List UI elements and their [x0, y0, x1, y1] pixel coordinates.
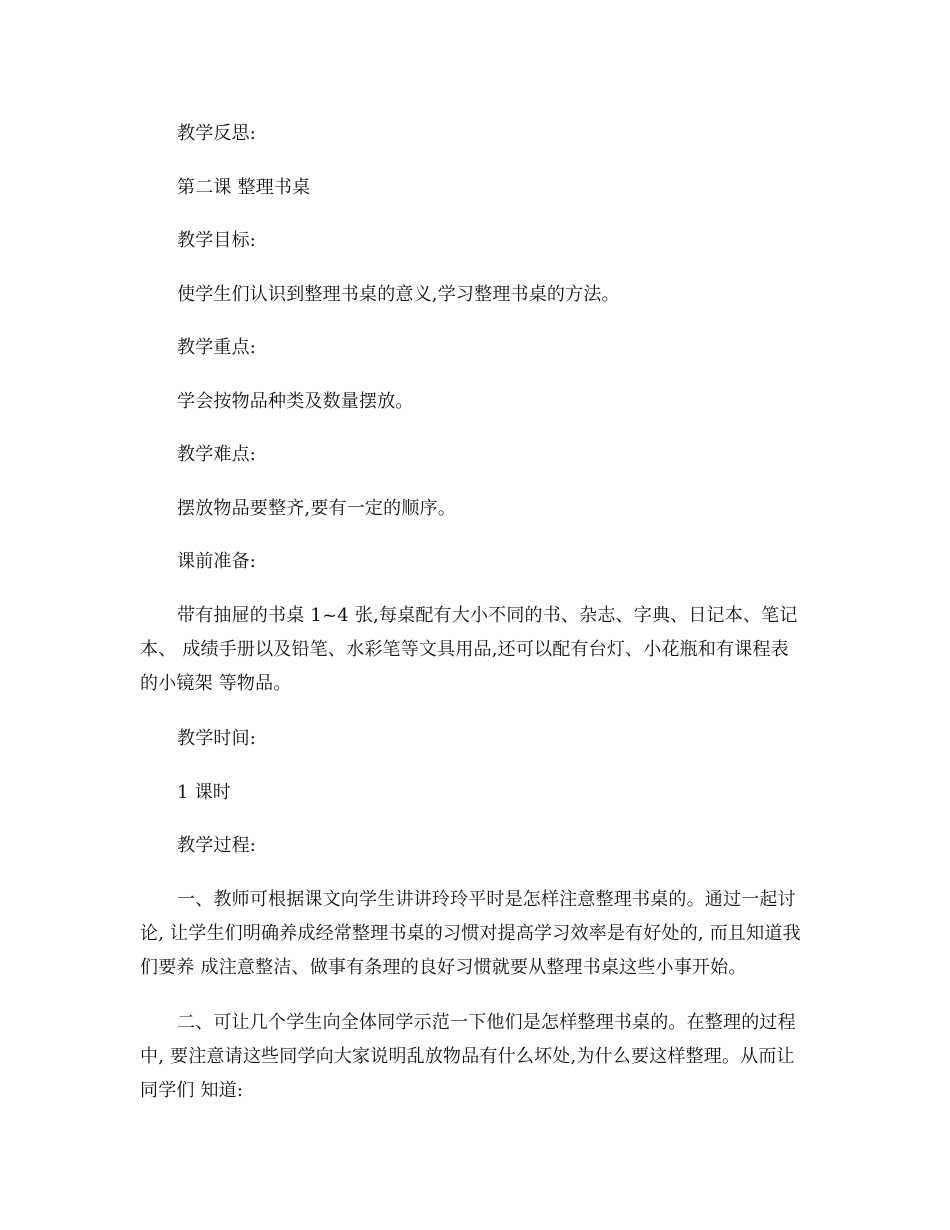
step-2-line: 二、可让几个学生向全体同学示范一下他们是怎样整理书桌的。在整理的过程: [177, 1012, 796, 1033]
teaching-time-text: 1 课时: [177, 782, 231, 803]
key-points-text: 学会按物品种类及数量摆放。: [177, 391, 414, 412]
step-1-line: 们要养 成注意整洁、做事有条理的良好习惯就要从整理书桌这些小事开始。: [140, 957, 747, 978]
preparation-paragraph: [140, 599, 812, 701]
heading-teaching-process: 教学过程:: [177, 835, 257, 856]
process-step-2: [140, 1006, 812, 1108]
lesson-title: 第二课 整理书桌: [177, 177, 311, 198]
heading-key-points: 教学重点:: [177, 337, 257, 358]
preparation-line: 本、 成绩手册以及铅笔、水彩笔等文具用品,还可以配有台灯、小花瓶和有课程表: [140, 639, 789, 660]
preparation-line: 带有抽屉的书桌 1~4 张,每桌配有大小不同的书、杂志、字典、日记本、笔记: [177, 605, 798, 626]
heading-difficulties: 教学难点:: [177, 444, 257, 465]
heading-teaching-goals: 教学目标:: [177, 230, 257, 251]
process-step-1: [140, 883, 812, 985]
difficulties-text: 摆放物品要整齐,要有一定的顺序。: [177, 498, 456, 519]
heading-preparation: 课前准备:: [177, 551, 257, 572]
step-1-line: 一、教师可根据课文向学生讲讲玲玲平时是怎样注意整理书桌的。通过一起讨: [177, 889, 796, 910]
heading-teaching-reflection: 教学反思:: [177, 123, 257, 144]
step-2-line: 中, 要注意请这些同学向大家说明乱放物品有什么坏处,为什么要这样整理。从而让: [140, 1046, 795, 1067]
step-2-line: 同学们 知道:: [140, 1080, 244, 1101]
step-1-line: 论, 让学生们明确养成经常整理书桌的习惯对提高学习效率是有好处的, 而且知道我: [140, 923, 801, 944]
heading-teaching-time: 教学时间:: [177, 728, 257, 749]
preparation-line: 的小镜架 等物品。: [140, 673, 292, 694]
teaching-goals-text: 使学生们认识到整理书桌的意义,学习整理书桌的方法。: [177, 284, 620, 305]
